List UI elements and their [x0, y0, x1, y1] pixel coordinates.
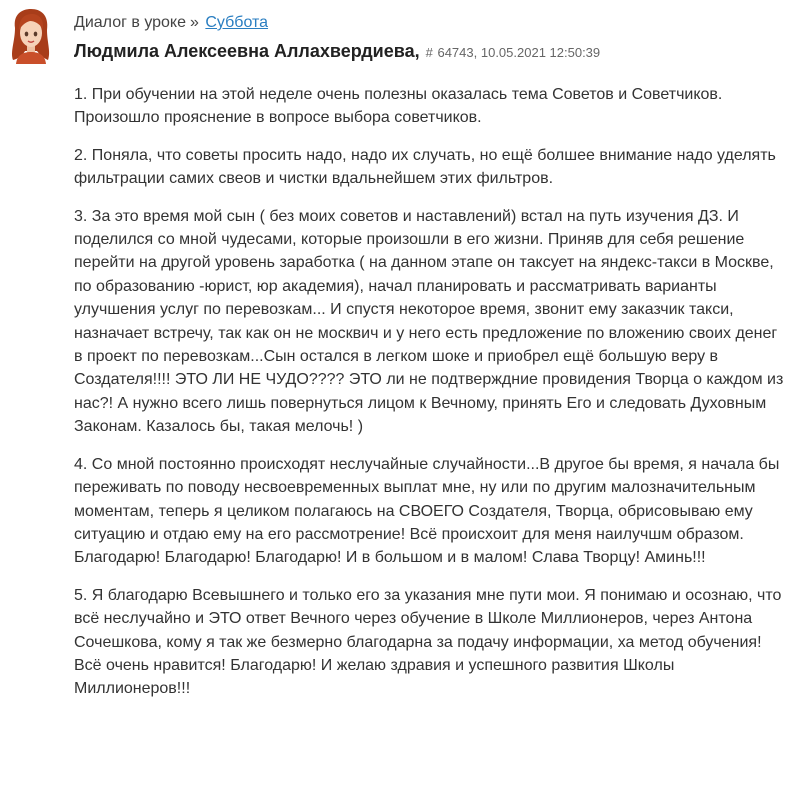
post-hash: # — [425, 45, 433, 60]
user-avatar-icon — [8, 8, 54, 64]
breadcrumb-section: Диалог в уроке — [74, 14, 187, 31]
post-paragraph: 4. Со мной постоянно происходят неслучайные случайности...В другое бы время, я начала бы переживать по поводу несвоевременных выплат мне, ну или по другим малозначительным моментам, теперь я целиком полагаюсь на СВОЕГО Создателя, Творца, обрисовываю ему ситуацию и отдаю ему на его рассмотрение! Всё происхоит для меня наилучшм образом. Благодарю! Благодарю! Благодарю! И в большом и в малом! Слава Творцу! Аминь!!! — [74, 455, 780, 567]
avatar[interactable] — [8, 8, 54, 64]
breadcrumb — [74, 12, 790, 34]
post-id: 64743 — [437, 45, 474, 60]
author-name[interactable]: Людмила Алексеевна Аллахвердиева — [74, 41, 415, 61]
post-paragraph: 3. За это время мой сын ( без моих советов и наставлений) встал на путь изучения ДЗ. И поделился со мной чудесами, которые произошли в его жизни. Приняв для себя решение перейти на другой уровень заработка ( на данном этапе он таксует на яндекс-такси в Москве, по образованию -юрист, юр академия), начал планировать и рассматривать варианты улучшения услуг по перевозкам... И спустя некоторое время, звонит ему заказчик такси, назначает встречу, так как он не москвич и у него есть предложение по вложению своих денег в проект по перевозкам...Сын остался в легком шоке и приобрел ещё большую веру в Создателя!!!! ЭТО ЛИ НЕ ЧУДО???? ЭТО ли не подтверждние провидения Творца о каждом из нас?! А нужно всего лишь повернуться лицом к Вечному, принять Его и следовать Духовным Законам. Казалось бы, такая мелочь! ) — [74, 207, 784, 436]
breadcrumb-link-lesson[interactable]: Суббота — [205, 14, 269, 31]
author-separator: , — [414, 41, 420, 61]
breadcrumb-separator: » — [190, 14, 199, 31]
post-paragraph: 2. Поняла, что советы просить надо, надо их случать, но ещё болшее внимание надо уделять фильтрации самих свеов и чистки вдальнейшем этих фильтров. — [74, 146, 776, 188]
post-body — [74, 83, 786, 715]
post-paragraph: 1. При обучении на этой неделе очень полезны оказалась тема Советов и Советчиков. Произошло прояснение в вопросе выбора советчиков. — [74, 86, 723, 127]
author-line — [74, 39, 790, 65]
post-header — [74, 12, 790, 65]
post-timestamp: 10.05.2021 12:50:39 — [480, 45, 601, 60]
post-meta: # 64743, 10.05.2021 12:50:39 — [425, 45, 601, 60]
post-paragraph: 5. Я благодарю Всевышнего и только его за указания мне пути мои. Я понимаю и осознаю, что всё неслучайно и ЭТО ответ Вечного через обучение в Школе Миллионеров, через Антона Сочешкова, кому я так же безмерно благодарна за подачу информации, ха метод обучения! Всё очень нравится! Благодарю! И желаю здравия и успешного развития Школы Миллионеров!!! — [74, 586, 782, 698]
